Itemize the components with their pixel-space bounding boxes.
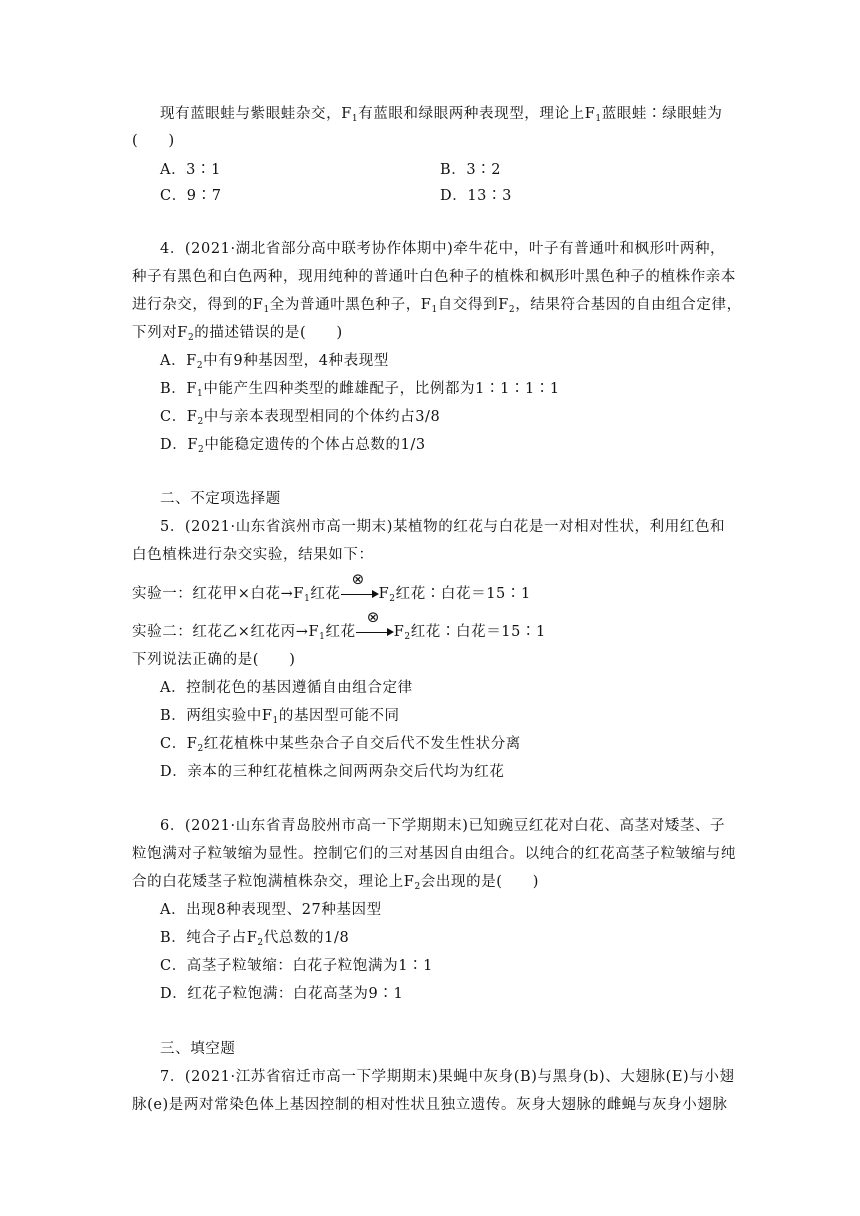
q4-stem-line4 bbox=[132, 323, 343, 348]
subscript: 1 bbox=[595, 114, 602, 124]
option-text: 的基因型可能不同 bbox=[278, 708, 400, 724]
q7-stem-line1: 7．(2021·江苏省宿迁市高一下学期期末)果蝇中灰身(B)与黑身(b)、大翅脉(E)与小翅 bbox=[160, 1069, 735, 1085]
subscript: 2 bbox=[404, 632, 411, 642]
option-prefix: D．F bbox=[160, 437, 198, 453]
subscript: 2 bbox=[508, 305, 516, 315]
option-prefix: B．F bbox=[160, 381, 198, 397]
option-text: 代总数的1/8 bbox=[263, 930, 350, 946]
subscript: 2 bbox=[197, 744, 204, 754]
q3-text-a: 现有蓝眼蛙与紫眼蛙杂交，F bbox=[160, 106, 352, 122]
selfing-symbol: ⊗ bbox=[366, 608, 380, 626]
q6-option-c: C．高茎子粒皱缩：白花子粒饱满为1∶1 bbox=[160, 958, 433, 974]
q5-stem-line1: 5．(2021·山东省滨州市高一期末)某植物的红花与白花是一对相对性状，利用红色和 bbox=[160, 519, 726, 535]
subscript: 1 bbox=[272, 716, 279, 726]
selfing-arrow bbox=[356, 608, 394, 642]
selfing-symbol: ⊗ bbox=[351, 570, 365, 588]
q6-stem-line2: 粒饱满对子粒皱缩为显性。控制它们的三对基因自由组合。以纯合的红花高茎子粒皱缩与纯 bbox=[132, 846, 736, 862]
option-prefix: C．F bbox=[160, 409, 198, 425]
experiment-text: F bbox=[378, 586, 390, 602]
q7-stem-line2: 脉(e)是两对常染色体上基因控制的相对性状且独立遗传。灰身大翅脉的雌蝇与灰身小翅脉 bbox=[132, 1097, 728, 1113]
q3-stem-line1 bbox=[160, 104, 723, 129]
subscript: 2 bbox=[198, 445, 205, 455]
option-prefix: B．纯合子占F bbox=[160, 930, 258, 946]
option-text: 中与亲本表现型相同的个体约占3/8 bbox=[203, 409, 441, 425]
experiment-text: 红花∶白花＝15∶1 bbox=[395, 586, 531, 602]
q5-experiment-1 bbox=[132, 570, 531, 609]
subscript: 1 bbox=[197, 389, 204, 399]
q5-option-a: A．控制花色的基因遵循自由组合定律 bbox=[160, 680, 413, 696]
q4-stem-line1: 4．(2021·湖北省部分高中联考协作体期中)牵牛花中，叶子有普通叶和枫形叶两种， bbox=[160, 241, 726, 257]
q5-option-c bbox=[160, 734, 521, 759]
subscript: 2 bbox=[196, 361, 204, 371]
subscript: 2 bbox=[389, 594, 396, 604]
q4-stem-line3 bbox=[132, 295, 742, 320]
experiment-text: 红花 bbox=[310, 586, 341, 602]
section-heading-2: 二、不定项选择题 bbox=[160, 491, 281, 507]
q4-option-d bbox=[160, 435, 426, 460]
q4-text-b: 全为普通叶黑色种子，F bbox=[269, 297, 432, 313]
experiment-text: 实验二：红花乙×红花丙→F bbox=[132, 624, 320, 640]
q6-stem-line1: 6．(2021·山东省青岛胶州市高一下学期期末)已知豌豆红花对白花、高茎对矮茎、子 bbox=[160, 818, 726, 834]
q3-option-a: A．3∶1 bbox=[160, 162, 221, 178]
q6-stem-line3 bbox=[132, 872, 539, 897]
experiment-text: 实验一：红花甲×白花→F bbox=[132, 586, 305, 602]
q3-text-b: 有蓝眼和绿眼两种表现型，理论上F bbox=[358, 106, 596, 122]
subscript: 2 bbox=[187, 333, 195, 343]
option-text: 红花植株中某些杂合子自交后代不发生性状分离 bbox=[203, 736, 521, 752]
experiment-text: F bbox=[393, 624, 405, 640]
subscript: 2 bbox=[197, 417, 204, 427]
q4-option-a bbox=[160, 351, 389, 376]
q6-text-b: 会出现的是( ) bbox=[420, 874, 540, 890]
q5-option-b bbox=[160, 706, 400, 731]
option-prefix: C．F bbox=[160, 736, 198, 752]
experiment-text: 红花 bbox=[325, 624, 356, 640]
q3-option-c: C．9∶7 bbox=[160, 188, 222, 204]
subscript: 1 bbox=[351, 114, 359, 124]
option-prefix: B．两组实验中F bbox=[160, 708, 273, 724]
q5-ask: 下列说法正确的是( ) bbox=[132, 652, 296, 668]
q4-option-b bbox=[160, 379, 560, 404]
subscript: 1 bbox=[319, 632, 326, 642]
option-text: 中能稳定遗传的个体占总数的1/3 bbox=[204, 437, 426, 453]
q4-option-c bbox=[160, 407, 440, 432]
q5-experiment-2 bbox=[132, 608, 546, 647]
q3-text-c: 蓝眼蛙∶绿眼蛙为 bbox=[601, 106, 723, 122]
q5-stem-line2: 白色植株进行杂交实验，结果如下： bbox=[132, 547, 374, 563]
q4-text-e: 下列对F bbox=[132, 325, 188, 341]
subscript: 1 bbox=[304, 594, 311, 604]
q6-option-b bbox=[160, 928, 349, 953]
q4-stem-line2: 种子有黑色和白色两种，现用纯种的普通叶白色种子的植株和枫形叶黑色种子的植株作亲本 bbox=[132, 269, 736, 285]
q3-option-b: B．3∶2 bbox=[440, 162, 502, 178]
section-heading-3: 三、填空题 bbox=[160, 1041, 236, 1057]
q3-option-d: D．13∶3 bbox=[440, 188, 512, 204]
q6-option-d: D．红花子粒饱满：白花高茎为9∶1 bbox=[160, 986, 404, 1002]
option-text: 中能产生四种类型的雌雄配子，比例都为1∶1∶1∶1 bbox=[203, 381, 560, 397]
q6-text-a: 合的白花矮茎子粒饱满植株杂交，理论上F bbox=[132, 874, 415, 890]
option-text: 中有9种基因型，4种表现型 bbox=[203, 353, 389, 369]
subscript: 1 bbox=[263, 305, 270, 315]
subscript: 1 bbox=[431, 305, 438, 315]
subscript: 2 bbox=[414, 882, 421, 892]
q4-text-f: 的描述错误的是( ) bbox=[194, 325, 343, 341]
q6-option-a: A．出现8种表现型、27种基因型 bbox=[160, 902, 382, 918]
option-prefix: A．F bbox=[160, 353, 197, 369]
q3-stem-line2: ( ) bbox=[132, 133, 175, 149]
subscript: 2 bbox=[257, 938, 264, 948]
q5-option-d: D．亲本的三种红花植株之间两两杂交后代均为红花 bbox=[160, 764, 505, 780]
q4-text-a: 进行杂交，得到的F bbox=[132, 297, 264, 313]
selfing-arrow bbox=[341, 570, 379, 604]
experiment-text: 红花∶白花＝15∶1 bbox=[410, 624, 546, 640]
q4-text-c: 自交得到F bbox=[437, 297, 509, 313]
q4-text-d: ，结果符合基因的自由组合定律， bbox=[515, 297, 742, 313]
